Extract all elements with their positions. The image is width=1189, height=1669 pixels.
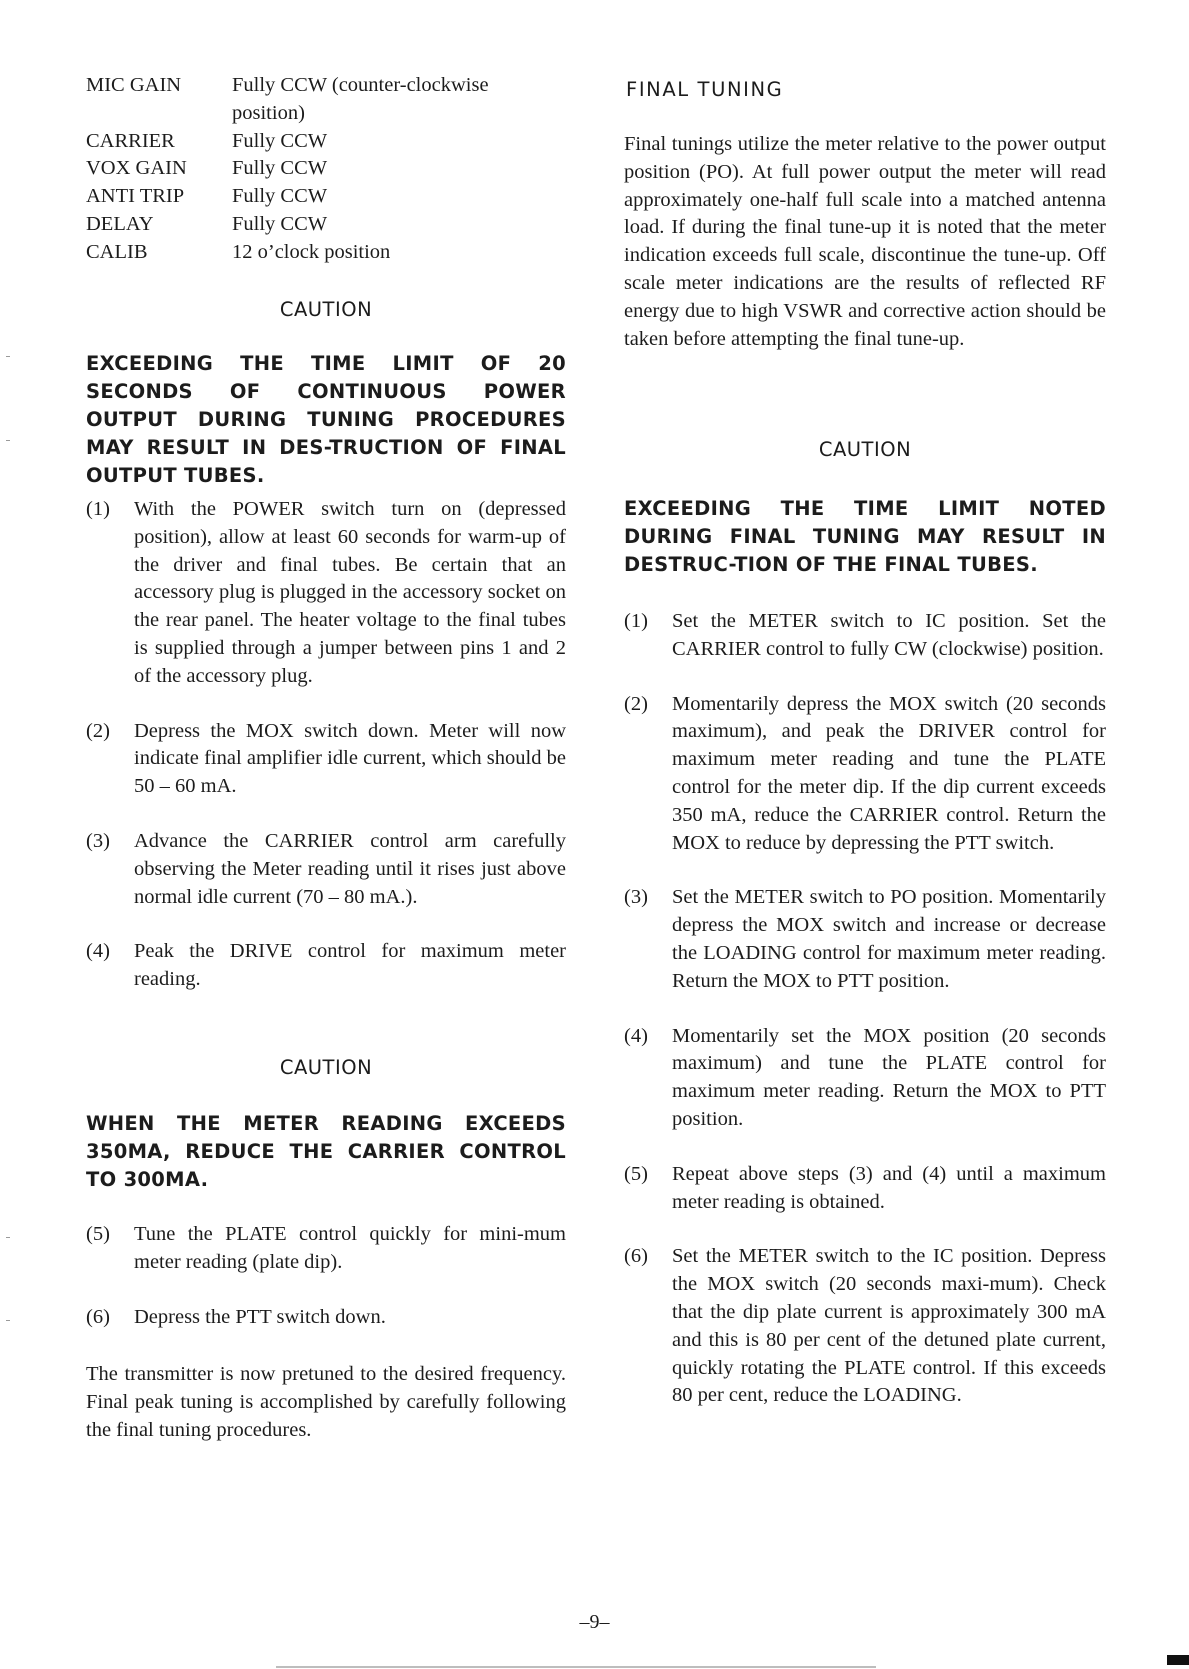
setting-name: ANTI TRIP	[86, 185, 185, 208]
caution-warning-text: EXCEEDING THE TIME LIMIT OF 20 SECONDS OF CONTINUOUS POWER OUTPUT DURING TUNING PROCEDURES MAY RESULT IN DES-TRUCTION OF FINAL OUTPUT TUBES.	[86, 352, 566, 487]
caution-warning-text: EXCEEDING THE TIME LIMIT NOTED DURING FINAL TUNING MAY RESULT IN DESTRUC-TION OF THE FINAL TUBES.	[624, 497, 1106, 576]
step-text: Tune the PLATE control quickly for mini-mum meter reading (plate dip).	[134, 1223, 566, 1273]
list-item	[624, 1023, 1106, 1134]
section-title: FINAL TUNING	[626, 78, 784, 101]
step-number: (3)	[86, 829, 110, 852]
list-item	[86, 496, 566, 691]
list-item	[86, 718, 566, 801]
step-text: Momentarily depress the MOX switch (20 seconds maximum), and peak the DRIVER control for maximum meter reading and tune the PLATE control for the meter dip. If the dip current exceeds 350 mA, reduce the CARRIER control. Return the MOX to reduce by depressing the PTT switch.	[672, 692, 1106, 854]
list-item	[624, 884, 1106, 995]
setting-name: MIC GAIN	[86, 74, 182, 96]
scan-margin-mark	[6, 1237, 10, 1238]
caution-warning-text: WHEN THE METER READING EXCEEDS 350MA, REDUCE THE CARRIER CONTROL TO 300MA.	[86, 1112, 566, 1191]
settings-row	[86, 72, 566, 128]
scan-edge-mark	[1167, 1655, 1189, 1665]
control-settings-table	[86, 72, 566, 267]
setting-value: Fully CCW	[232, 129, 328, 152]
setting-name: VOX GAIN	[86, 157, 187, 180]
setting-value: Fully CCW	[232, 212, 328, 235]
step-number: (2)	[624, 692, 648, 715]
setting-value: 12 o’clock position	[232, 240, 391, 263]
pretune-steps-list	[86, 496, 566, 994]
caution-heading: CAUTION	[279, 1056, 373, 1079]
scan-bottom-rule	[276, 1666, 876, 1668]
list-item	[86, 1221, 566, 1277]
settings-row	[86, 155, 566, 183]
step-text: Set the METER switch to the IC position. Depress the MOX switch (20 seconds maxi-mum). Check that the dip plate current is approximately 300 mA and this is 80 per cent of the detuned plate current, quickly rotating the PLATE control. If this exceeds 80 per cent, reduce the LOADING.	[672, 1245, 1106, 1407]
step-number: (4)	[86, 940, 110, 963]
step-text: Repeat above steps (3) and (4) until a maximum meter reading is obtained.	[672, 1162, 1106, 1213]
step-number: (5)	[86, 1223, 110, 1245]
settings-row	[86, 239, 566, 267]
step-number: (1)	[624, 610, 648, 632]
scan-margin-mark	[6, 440, 10, 441]
step-number: (3)	[624, 886, 648, 909]
list-item	[86, 938, 566, 994]
setting-name: CARRIER	[86, 129, 175, 152]
step-text: Momentarily set the MOX position (20 seconds maximum) and tune the PLATE control for maximum meter reading. Return the MOX to PTT position.	[672, 1024, 1106, 1130]
scan-margin-mark	[6, 356, 10, 357]
list-item	[624, 1161, 1106, 1217]
step-text: Set the METER switch to IC position. Set the CARRIER control to fully CW (clockwise) position.	[672, 610, 1106, 660]
pretune-steps-list-continued	[86, 1221, 566, 1331]
step-text: Depress the PTT switch down.	[134, 1305, 386, 1328]
final-tuning-steps-list	[624, 608, 1106, 1410]
step-text: With the POWER switch turn on (depressed position), allow at least 60 seconds for warm-up of the driver and final tubes. Be certain that an accessory plug is plugged in the accessory socket on the rear panel. The heater voltage to the final tubes is supplied through a jumper between pins 1 and 2 of the accessory plug.	[134, 498, 566, 687]
caution-heading: CAUTION	[818, 438, 912, 461]
step-number: (2)	[86, 719, 110, 742]
list-item	[624, 691, 1106, 858]
step-text: Set the METER switch to PO position. Momentarily depress the MOX switch and increase or decrease the LOADING control for maximum meter reading. Return the MOX to PTT position.	[672, 886, 1106, 992]
step-number: (6)	[86, 1305, 110, 1328]
step-text: Depress the MOX switch down. Meter will now indicate final amplifier idle current, which should be 50 – 60 mA.	[134, 719, 566, 798]
page-number: –9–	[579, 1611, 610, 1633]
step-text: Peak the DRIVE control for maximum meter reading.	[134, 940, 566, 991]
setting-name: DELAY	[86, 212, 154, 235]
step-number: (5)	[624, 1162, 648, 1185]
step-number: (6)	[624, 1245, 648, 1268]
step-text: Advance the CARRIER control arm carefully observing the Meter reading until it rises just above normal idle current (70 – 80 mA.).	[134, 829, 566, 908]
scan-margin-mark	[6, 1320, 10, 1321]
list-item	[624, 608, 1106, 664]
list-item	[86, 1304, 566, 1332]
setting-value: Fully CCW	[232, 185, 328, 208]
setting-value: Fully CCW	[232, 157, 328, 180]
settings-row	[86, 211, 566, 239]
settings-row	[86, 128, 566, 156]
setting-value: Fully CCW (counter-clockwise position)	[232, 74, 489, 124]
closing-paragraph: The transmitter is now pretuned to the desired frequency. Final peak tuning is accomplished by carefully following the final tuning procedures.	[86, 1363, 566, 1441]
settings-row	[86, 183, 566, 211]
step-number: (1)	[86, 498, 110, 520]
setting-name: CALIB	[86, 240, 148, 263]
final-tuning-intro: Final tunings utilize the meter relative to the power output position (PO). At full power output the meter will read approximately one-half full scale into a matched antenna load. If during the final tune-up it is noted that the meter indication exceeds full scale, discontinue the tune-up. Off scale meter indications are the results of reflected RF energy due to high VSWR and corrective action should be taken before attempting the final tune-up.	[624, 133, 1106, 350]
step-number: (4)	[624, 1024, 648, 1047]
list-item	[86, 828, 566, 911]
caution-heading: CAUTION	[279, 298, 373, 321]
list-item	[624, 1243, 1106, 1410]
